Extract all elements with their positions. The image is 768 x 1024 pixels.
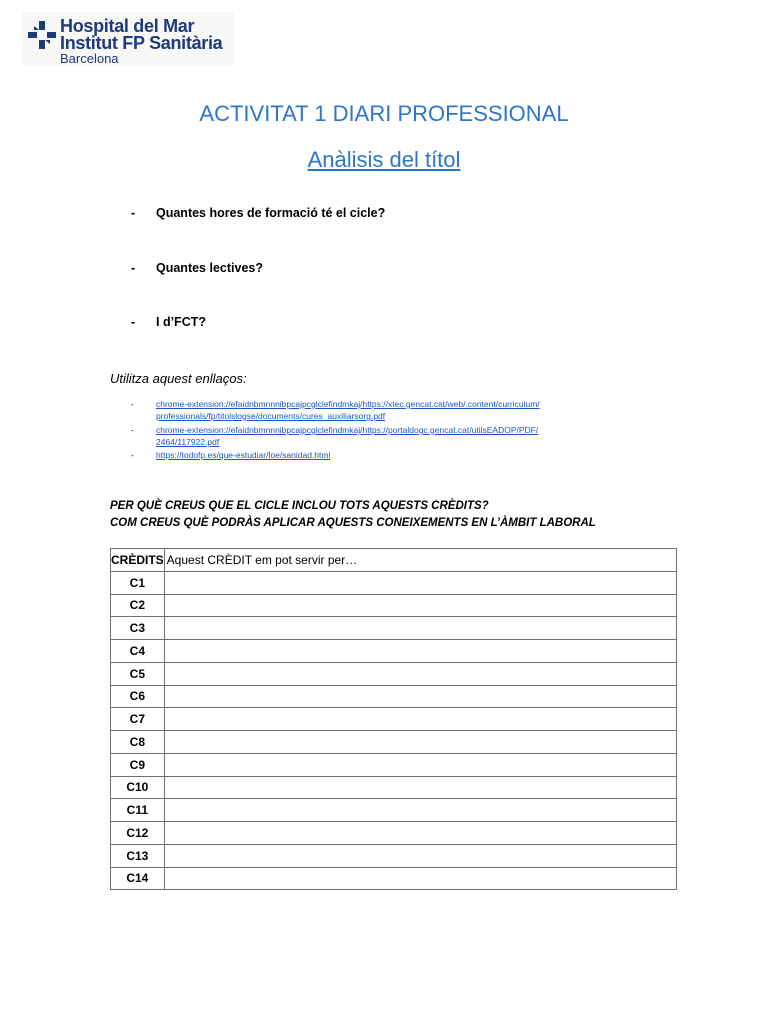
credit-answer-cell[interactable] [164,867,676,890]
logo-line-2: Institut FP Sanitària [60,33,223,53]
table-row [111,685,677,708]
prompt-line-2: COM CREUS QUÈ PODRÀS APLICAR AQUESTS CONEIXEMENTS EN L’ÀMBIT LABORAL [110,517,596,529]
credit-answer-cell[interactable] [164,640,676,663]
table-row [111,822,677,845]
logo-line-3: Barcelona [60,51,119,66]
table-row [111,867,677,890]
table-row [111,594,677,617]
page-title: ACTIVITAT 1 DIARI PROFESSIONAL [199,101,569,126]
credit-id: C2 [111,594,165,617]
header-usage: Aquest CRÈDIT em pot servir per… [164,549,676,572]
question-item: - Quantes lectives? [131,261,263,275]
credit-id: C6 [111,685,165,708]
table-row [111,844,677,867]
institution-logo [22,12,234,66]
credit-id: C9 [111,753,165,776]
resource-link[interactable]: chrome-extension://efaidnbmnnnibpcajpcglclefindmkaj/https://portaldogc.gencat.cat/utilsEADOP/PDF/ 2464/117922.pdf [156,425,539,447]
credit-id: C11 [111,799,165,822]
credit-answer-cell[interactable] [164,662,676,685]
logo-line-1: Hospital del Mar [60,16,195,36]
credit-id: C4 [111,640,165,663]
credit-answer-cell[interactable] [164,617,676,640]
credit-id: C12 [111,822,165,845]
links-intro: Utilitza aquest enllaços: [110,371,247,386]
credit-answer-cell[interactable] [164,822,676,845]
credit-answer-cell[interactable] [164,571,676,594]
question-item: - Quantes hores de formació té el cicle? [131,206,386,220]
table-row [111,731,677,754]
credit-id: C8 [111,731,165,754]
credit-answer-cell[interactable] [164,844,676,867]
credit-id: C14 [111,867,165,890]
credit-answer-cell[interactable] [164,776,676,799]
page-subtitle: Anàlisis del títol [307,147,461,172]
question-text: I d’FCT? [156,315,206,329]
question-text: Quantes hores de formació té el cicle? [156,206,386,220]
header-credits: CRÈDITS [111,549,165,572]
table-row [111,640,677,663]
table-row [111,753,677,776]
resource-link[interactable]: chrome-extension://efaidnbmnnnibpcajpcglclefindmkaj/https://xtec.gencat.cat/web/.content/curriculum/ professionals/fp/titolslogse/documents/cures_auxiliarsorg.pdf [156,399,540,421]
prompt-line-1: PER QUÈ CREUS QUE EL CICLE INCLOU TOTS AQUESTS CRÈDITS? [110,500,489,512]
credit-answer-cell[interactable] [164,685,676,708]
credit-id: C10 [111,776,165,799]
question-text: Quantes lectives? [156,261,263,275]
credit-id: C13 [111,844,165,867]
table-row [111,617,677,640]
table-header-row [111,549,677,572]
credit-answer-cell[interactable] [164,708,676,731]
credit-answer-cell[interactable] [164,731,676,754]
credit-answer-cell[interactable] [164,753,676,776]
credit-answer-cell[interactable] [164,799,676,822]
table-row [111,571,677,594]
credit-id: C1 [111,571,165,594]
question-item: - I d’FCT? [131,315,206,329]
table-row [111,662,677,685]
table-row [111,776,677,799]
resource-link[interactable]: https://todofp.es/que-estudiar/loe/sanidad.html [156,450,331,460]
cross-arrows-icon [28,21,56,49]
credits-table [110,548,677,890]
table-row [111,799,677,822]
table-row [111,708,677,731]
credit-id: C5 [111,662,165,685]
credit-id: C7 [111,708,165,731]
credit-answer-cell[interactable] [164,594,676,617]
credit-id: C3 [111,617,165,640]
